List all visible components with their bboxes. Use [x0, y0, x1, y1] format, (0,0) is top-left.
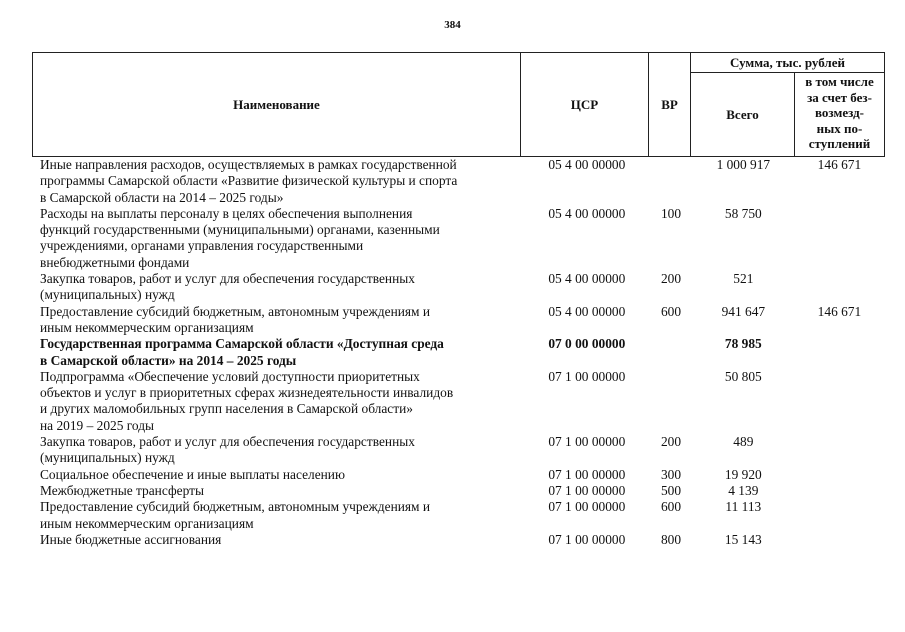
table-row [32, 434, 884, 467]
row-incl: 146 671 [817, 157, 862, 172]
row-incl [795, 369, 884, 434]
row-name [32, 206, 523, 271]
header-total: Всего [691, 73, 795, 157]
row-incl [795, 336, 884, 369]
row-total: 4 139 [728, 482, 759, 498]
row-vr: 500 [660, 482, 682, 498]
row-csr: 05 4 00 00000 [548, 271, 626, 287]
row-name [32, 467, 523, 483]
row-name-line: Иные бюджетные ассигнования [40, 531, 222, 547]
row-csr: 07 1 00 00000 [548, 531, 626, 547]
row-csr: 07 1 00 00000 [548, 466, 626, 482]
header-incl-line: ступлений [808, 136, 871, 151]
row-incl [795, 434, 884, 467]
row-vr: 800 [660, 531, 682, 547]
table-row [32, 483, 884, 499]
row-total: 521 [733, 271, 754, 287]
row-incl [795, 483, 884, 499]
row-name-line: объектов и услуг в приоритетных сферах жизнедеятельности инвалидов [40, 385, 454, 401]
row-total: 78 985 [724, 336, 762, 352]
row-name-line: Социальное обеспечение и иные выплаты населению [40, 466, 345, 482]
row-vr: 200 [660, 271, 682, 287]
row-name-line: Предоставление субсидий бюджетным, автономным учреждениям и [40, 499, 431, 515]
row-csr: 07 1 00 00000 [548, 434, 626, 450]
row-total: 489 [733, 434, 754, 450]
row-csr: 07 1 00 00000 [548, 482, 626, 498]
row-name-line: Расходы на выплаты персоналу в целях обеспечения выполнения [40, 205, 413, 221]
row-name-line: функций государственными (муниципальными) органами, казенными [40, 222, 440, 238]
row-name [32, 271, 523, 304]
row-incl [795, 499, 884, 532]
header-csr: ЦСР [521, 53, 649, 157]
row-vr: 600 [660, 499, 682, 515]
row-name-line: в Самарской области на 2014 – 2025 годы» [40, 189, 284, 205]
row-total: 15 143 [724, 531, 762, 547]
table-row [32, 157, 884, 206]
table-row [32, 532, 884, 548]
row-name-line: Подпрограмма «Обеспечение условий доступности приоритетных [40, 368, 420, 384]
row-total: 1 000 917 [716, 157, 771, 172]
row-incl: 146 671 [817, 303, 862, 319]
row-name-line: программы Самарской области «Развитие физической культуры и спорта [40, 173, 458, 189]
row-name [32, 532, 523, 548]
header-incl-line: в том числе [805, 74, 874, 89]
header-name: Наименование [33, 53, 521, 157]
header-incl-line: за счет без- [807, 89, 872, 105]
row-incl [795, 467, 884, 483]
row-name-line: Закупка товаров, работ и услуг для обеспечения государственных [40, 434, 415, 450]
table-row [32, 369, 884, 434]
row-csr: 07 1 00 00000 [548, 499, 626, 515]
row-name-line: Предоставление субсидий бюджетным, автономным учреждениям и [40, 303, 431, 319]
table-row [32, 206, 884, 271]
row-name-line: Закупка товаров, работ и услуг для обеспечения государственных [40, 271, 415, 287]
table-row [32, 271, 884, 304]
row-vr: 600 [660, 303, 682, 319]
row-name-line: внебюджетными фондами [40, 254, 190, 270]
row-incl [795, 206, 884, 271]
row-name-line: и других маломобильных групп населения в Самарской области» [40, 401, 413, 417]
row-vr: 200 [660, 434, 682, 450]
row-name [32, 369, 523, 434]
header-incl-line: ных по- [816, 120, 863, 136]
row-total: 58 750 [724, 205, 762, 221]
row-vr: 300 [660, 466, 682, 482]
table-body [32, 157, 884, 548]
row-total: 50 805 [724, 368, 762, 384]
header-incl-line: возмезд- [815, 105, 864, 120]
row-name-line: иным некоммерческим организациям [40, 515, 254, 531]
row-incl [795, 532, 884, 548]
row-name [32, 336, 523, 369]
row-name-line: на 2019 – 2025 годы [40, 417, 155, 433]
row-name-line: Иные направления расходов, осуществляемых в рамках государственной [40, 157, 457, 172]
row-vr [650, 369, 692, 434]
row-name [32, 434, 523, 467]
row-csr: 07 1 00 00000 [548, 368, 626, 384]
row-total: 11 113 [725, 499, 762, 515]
row-incl [795, 271, 884, 304]
header-sum: Сумма, тыс. рублей [691, 53, 885, 73]
row-csr: 05 4 00 00000 [548, 303, 626, 319]
row-name-line: (муниципальных) нужд [40, 287, 175, 303]
table-row [32, 304, 884, 337]
row-vr [650, 157, 692, 206]
row-vr: 100 [660, 205, 682, 221]
row-total: 941 647 [721, 303, 766, 319]
row-name [32, 157, 523, 206]
page-number: 384 [444, 19, 461, 31]
table-header [32, 52, 885, 157]
row-csr: 07 0 00 00000 [548, 336, 626, 352]
row-name [32, 499, 523, 532]
table-row [32, 336, 884, 369]
row-name-line: Межбюджетные трансферты [40, 482, 204, 498]
table-row [32, 467, 884, 483]
row-name-line: иным некоммерческим организациям [40, 319, 254, 335]
row-name-line: в Самарской области» на 2014 – 2025 годы [40, 352, 297, 368]
table-row [32, 499, 884, 532]
header-vr: ВР [649, 53, 691, 157]
row-name-line: Государственная программа Самарской области «Доступная среда [40, 336, 444, 352]
row-csr: 05 4 00 00000 [548, 157, 626, 172]
row-vr [650, 336, 692, 369]
row-csr: 05 4 00 00000 [548, 205, 626, 221]
header-incl [795, 73, 885, 157]
row-name [32, 483, 523, 499]
row-name-line: (муниципальных) нужд [40, 450, 175, 466]
row-total: 19 920 [724, 466, 762, 482]
row-name-line: учреждениями, органами управления государственными [40, 238, 364, 254]
row-name [32, 304, 523, 337]
